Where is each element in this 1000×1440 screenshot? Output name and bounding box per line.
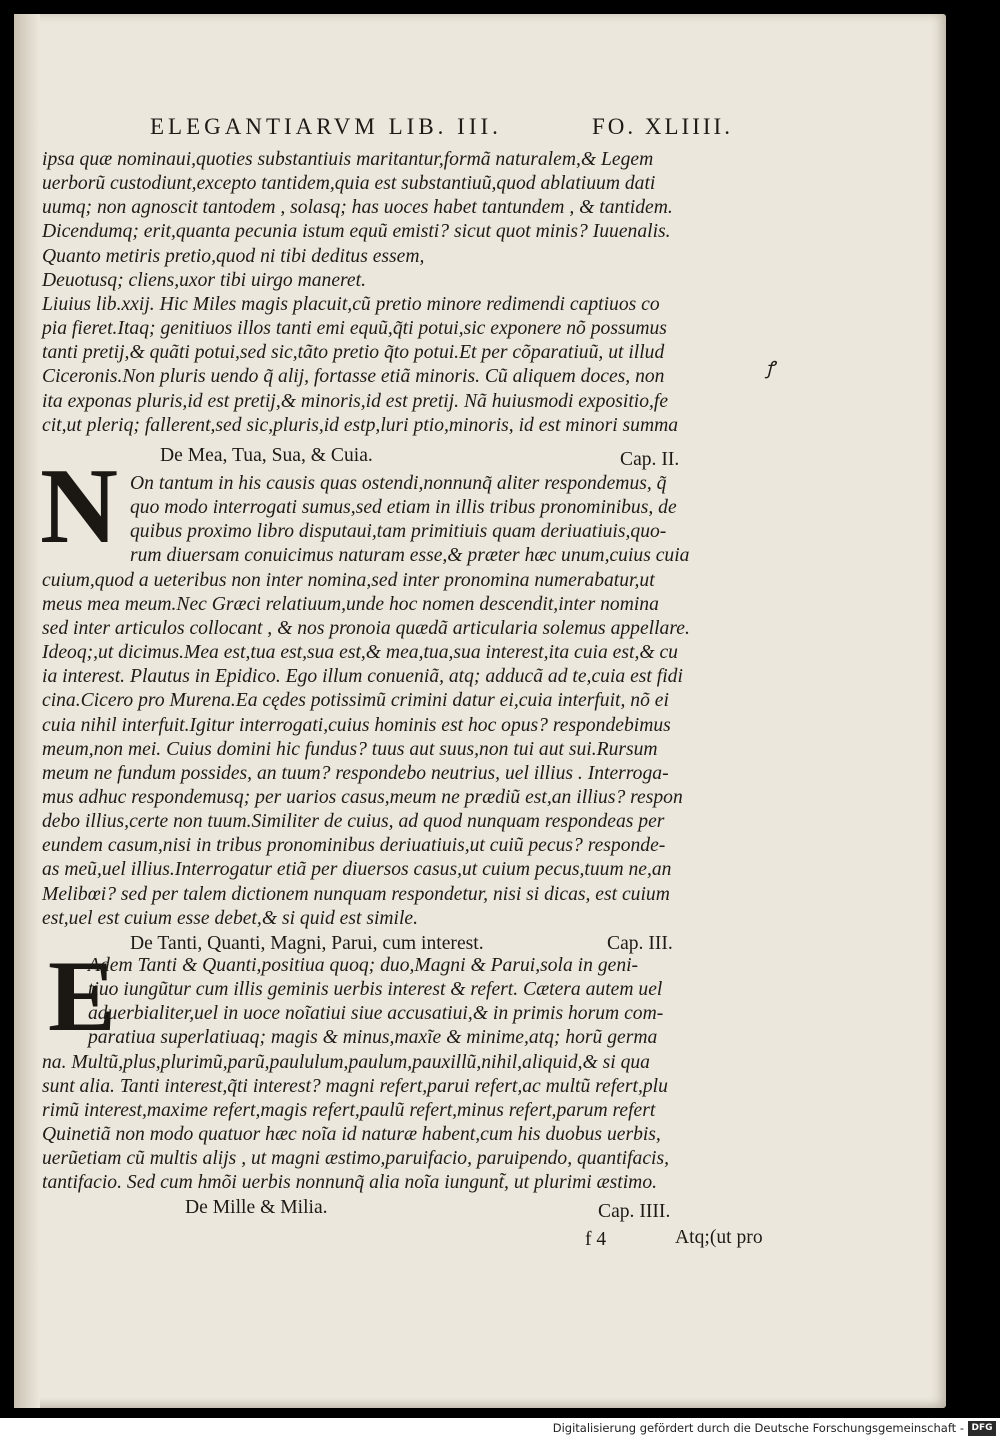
- chapter-3-title: De Tanti, Quanti, Magni, Parui, cum interest.: [130, 933, 484, 954]
- drop-cap-n: N: [40, 447, 118, 566]
- text-line: debo illius,certe non tuum.Similiter de cuius, ad quod nunquam respondeas per: [42, 811, 665, 833]
- text-line: On tantum in his causis quas ostendi,nonnunq̃ aliter respondemus, q̃: [130, 473, 667, 494]
- chapter-2-title: De Mea, Tua, Sua, & Cuia.: [160, 445, 373, 466]
- folio-number: FO. XLIIII.: [592, 114, 733, 139]
- catchword: Atq;(ut pro: [675, 1227, 763, 1248]
- text-line: Liuius lib.xxij. Hic Miles magis placuit,cũ pretio minore redimendi captiuos co: [42, 293, 660, 315]
- text-line: eundem casum,nisi in tribus pronominibus deriuatiuis,ut cuiũ pecus? responde-: [42, 835, 666, 857]
- page-gutter-shadow: [14, 14, 40, 1408]
- text-line: uerborũ custodiunt,excepto tantidem,quia est substantiuũ,quod ablatiuum dati: [42, 173, 656, 195]
- text-line: pia fieret.Itaq; genitiuos illos tanti emi equũ,q̃ti potui,sic exponere nõ possumus: [42, 318, 667, 340]
- text-line: meum ne fundum possides, an tuum? respondebo neutrius, uel illius . Interroga-: [42, 762, 669, 784]
- text-line: uumq; non agnoscit tantodem , solasq; has uoces habet tantundem , & tantidem.: [42, 197, 673, 219]
- text-line: Deuotusq; cliens,uxor tibi uirgo maneret.: [42, 269, 366, 291]
- text-line: tantifacio. Sed cum hmõi uerbis nonnunq̃ alia noĩa iungunt̃, ut plurimi æstimo.: [42, 1172, 658, 1194]
- footer-bar: [0, 1418, 1000, 1440]
- text-line: Quinetiã non modo quatuor hæc noĩa id naturæ habent,cum his duobus uerbis,: [42, 1124, 661, 1146]
- text-line: meus mea meum.Nec Græci relatiuum,unde hoc nomen descendit,inter nomina: [42, 593, 659, 615]
- running-head-title: ELEGANTIARVM LIB. III.: [150, 114, 502, 139]
- text-line: aduerbialiter,uel in uoce noĩatiui siue accusatiui,& in primis horum com-: [88, 1003, 664, 1025]
- text-line: rimũ interest,maxime refert,magis refert,paulũ refert,minus refert,parum refert: [42, 1099, 656, 1121]
- chapter-4-title: De Mille & Milia.: [185, 1197, 328, 1218]
- text-line: Ciceronis.Non pluris uendo q̃ alij, fortasse etiã minoris. Cũ aliquem doces, non: [42, 366, 665, 388]
- text-line: meum,non mei. Cuius domini hic fundus? tuus aut suus,non tui aut sui.Rursum: [42, 738, 658, 760]
- chapter-2-cap: Cap. II.: [620, 449, 680, 470]
- text-line: ita exponas pluris,id est pretij,& minoris,id est pretij. Nã huiusmodi expositio,fe: [42, 390, 669, 412]
- text-line: na. Multũ,plus,plurimũ,parũ,paululum,paulum,pauxillũ,nihil,aliquid,& si qua: [42, 1051, 650, 1073]
- text-line: est,uel est cuium esse debet,& si quid est simile.: [42, 907, 419, 929]
- dfg-logo: DFG: [968, 1421, 996, 1436]
- text-line: Quanto metiris pretio,quod ni tibi deditus essem,: [42, 245, 425, 267]
- text-line: mus adhuc respondemusq; per uarios casus,meum ne prædiũ est,an illius? respon: [42, 786, 683, 808]
- text-line: cit,ut pleriq; fallerent,sed sic,pluris,id estp,luri ptio,minoris, id est minori summa: [42, 414, 679, 436]
- text-line: uerũetiam cũ multis alijs , ut magni æstimo,paruifacio, paruipendo, quantifacis,: [42, 1148, 669, 1170]
- text-line: Adem Tanti & Quanti,positiua quoq; duo,Magni & Parui,sola in geni-: [88, 955, 639, 976]
- text-line: as meũ,uel illius.Interrogatur etiã per diuersos casus,ut cuium pecus,tuum ne,an: [42, 859, 672, 881]
- text-line: cina.Cicero pro Murena.Ea cędes potissimũ crimini datur ei,cuia interfuit, nõ ei: [42, 690, 669, 712]
- drop-cap-e: E: [48, 940, 117, 1053]
- text-line: paratiua superlatiuaq; magis & minus,maxĩe & minime,atq; horũ germa: [88, 1027, 658, 1049]
- text-line: quibus proximo libro disputaui,tam primitiuis quam deriuatiuis,quo-: [130, 521, 667, 543]
- text-line: Dicendumq; erit,quanta pecunia istum equũ emisti? sicut quot minis? Iuuenalis.: [42, 221, 671, 243]
- chapter-3-cap: Cap. III.: [607, 933, 673, 954]
- text-line: Melibœi? sed per talem dictionem nunquam respondetur, nisi si dicas, est cuium: [42, 883, 670, 905]
- signature-mark: f 4: [585, 1229, 607, 1250]
- text-line: cuium,quod a ueteribus non inter nomina,sed inter pronomina numerabatur,ut: [42, 569, 655, 591]
- text-line: tanti pretij,& quãti potui,sed sic,tãto pretio q̃to potui.Et per cõparatiuũ, ut illud: [42, 342, 665, 364]
- text-line: sunt alia. Tanti interest,q̃ti interest? magni refert,parui refert,ac multũ refert,plu: [42, 1075, 668, 1097]
- footer-credit: Digitalisierung gefördert durch die Deutsche Forschungsgemeinschaft -: [552, 1421, 964, 1435]
- text-line: ia interest. Plautus in Epidico. Ego illum conueniã, atq; adducã ad te,cuia est fidi: [42, 666, 683, 688]
- text-line: cuia nihil interfuit.Igitur interrogati,cuius hominis est hoc opus? respondebimus: [42, 714, 671, 736]
- chapter-4-cap: Cap. IIII.: [598, 1201, 671, 1222]
- text-line: ipsa quæ nominaui,quoties substantiuis maritantur,formã naturalem,& Legem: [42, 149, 654, 170]
- text-line: rum diuersam conuicimus naturam esse,& præter hæc unum,cuius cuia: [130, 545, 690, 567]
- text-line: Ideoq;,ut dicimus.Mea est,tua est,sua est,& mea,tua,sua interest,ita cuia est,& cu: [42, 642, 678, 664]
- text-line: sed inter articulos collocant , & nos pronoia quædã articularia solemus appellare.: [42, 617, 690, 639]
- margin-note: ꝭ: [766, 358, 775, 378]
- text-line: tiuo iungũtur cum illis geminis uerbis interest & refert. Cætera autem uel: [88, 979, 663, 1001]
- running-head: [150, 114, 770, 148]
- text-line: quo modo interrogati sumus,sed etiam in illis tribus pronominibus, de: [130, 497, 677, 519]
